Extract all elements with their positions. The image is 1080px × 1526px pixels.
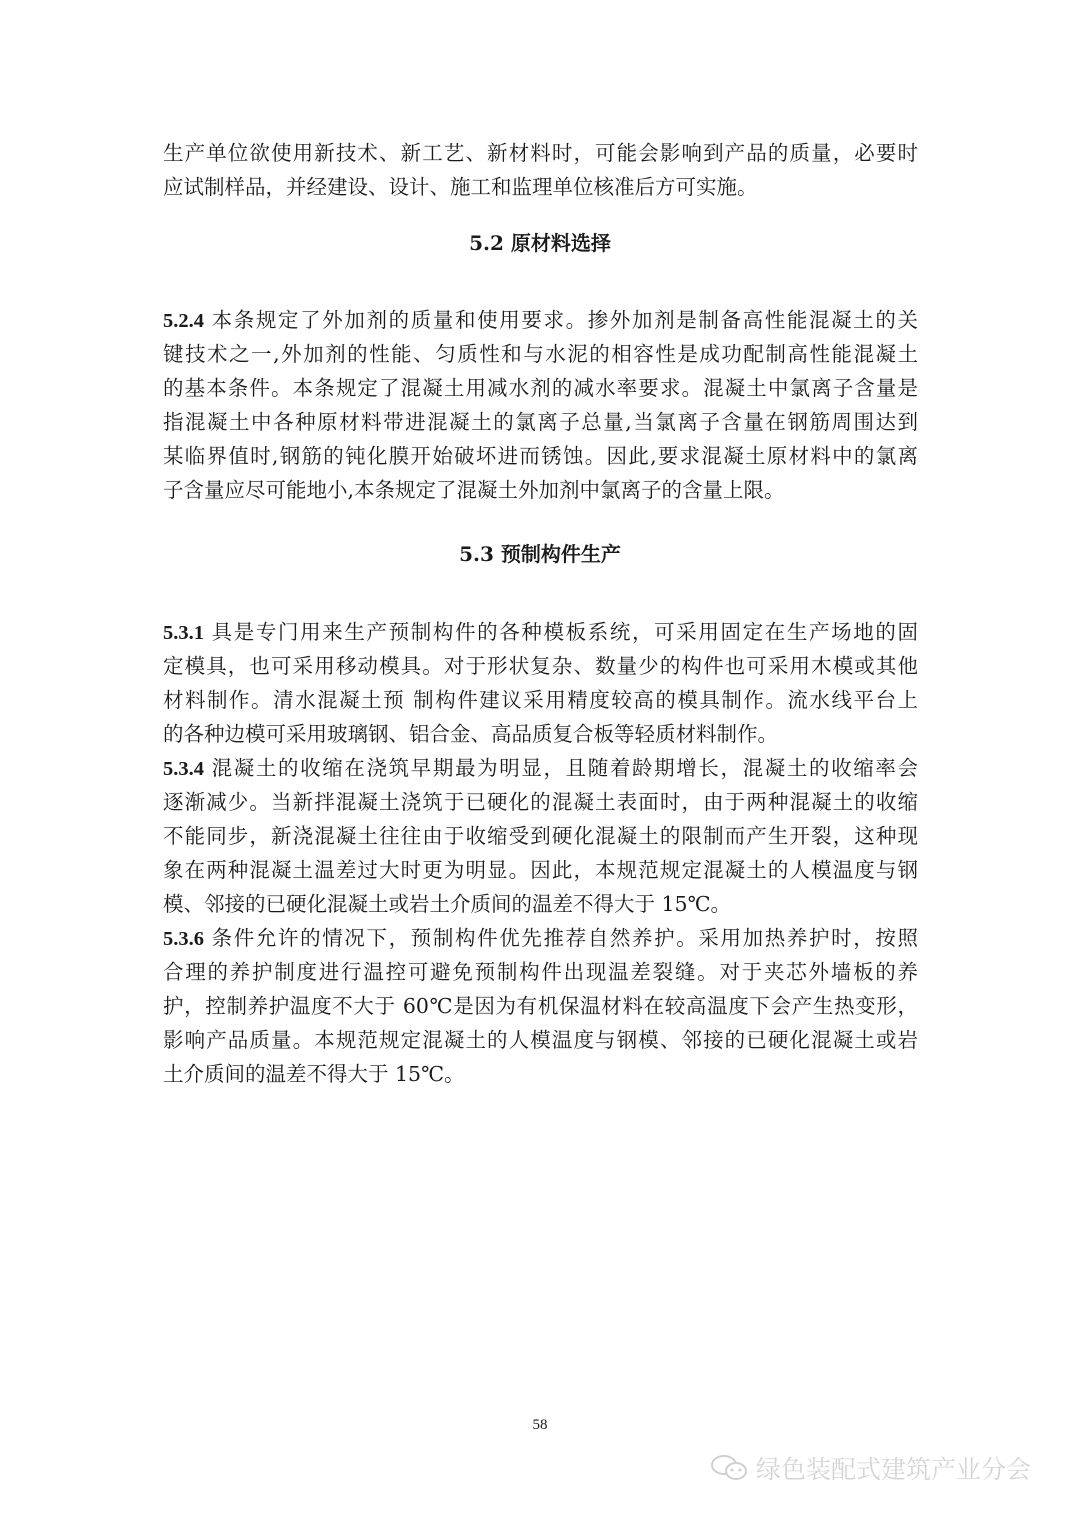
line-text: 土介质间的温差不得大于 15℃。	[163, 1062, 465, 1086]
watermark	[710, 1450, 1031, 1486]
clause-number: 5.2.4	[163, 310, 204, 332]
line-text: 的基本条件。本条规定了混凝土用减水剂的减水率要求。混凝土中氯离子含量是	[163, 376, 918, 400]
clause-number: 5.3.1	[163, 622, 204, 644]
line-text: 不能同步，新浇混凝土往往由于收缩受到硬化混凝土的限制而产生开裂，这种现	[163, 824, 918, 848]
text-line	[163, 473, 918, 507]
line-text: 应试制样品，并经建设、设计、施工和监理单位核准后方可实施。	[163, 175, 758, 199]
text-line	[163, 819, 918, 853]
text-line	[163, 615, 918, 649]
paragraph-5-3-4	[163, 751, 918, 921]
text-line	[163, 683, 918, 717]
line-text: 的各种边模可采用玻璃钢、铝合金、高品质复合板等轻质材料制作。	[163, 722, 778, 746]
clause-number: 5.3.4	[163, 758, 204, 780]
page-number: 58	[532, 1417, 548, 1433]
text-line	[163, 887, 918, 921]
text-line	[163, 751, 918, 785]
line-text: 条件允许的情况下，预制构件优先推荐自然养护。采用加热养护时，按照	[210, 926, 918, 950]
text-line	[163, 136, 918, 170]
intro-paragraph	[163, 136, 918, 204]
line-text: 本条规定了外加剂的质量和使用要求。掺外加剂是制备高性能混凝土的关	[210, 308, 918, 332]
section-heading-5-3: 5.3 预制构件生产	[459, 542, 621, 566]
line-text: 材料制作。清水混凝土预 制构件建议采用精度较高的模具制作。流水线平台上	[163, 688, 918, 712]
text-line	[163, 717, 918, 751]
text-line	[163, 649, 918, 683]
paragraph-5-3-6	[163, 921, 918, 1091]
text-line	[163, 1023, 918, 1057]
line-text: 护，控制养护温度不大于 60℃是因为有机保温材料在较高温度下会产生热变形，	[163, 994, 918, 1018]
text-line	[163, 1057, 918, 1091]
wechat-icon	[710, 1453, 750, 1483]
text-line	[163, 955, 918, 989]
line-text: 逐渐减少。当新拌混凝土浇筑于已硬化的混凝土表面时，由于两种混凝土的收缩	[163, 790, 918, 814]
line-text: 具是专门用来生产预制构件的各种模板系统，可采用固定在生产场地的固	[210, 620, 918, 644]
text-line	[163, 439, 918, 473]
line-text: 生产单位欲使用新技术、新工艺、新材料时，可能会影响到产品的质量，必要时	[163, 141, 918, 165]
section-heading-5-2: 5.2 原材料选择	[469, 231, 611, 255]
line-text: 模、邻接的已硬化混凝土或岩土介质间的温差不得大于 15℃。	[163, 892, 732, 916]
text-line	[163, 921, 918, 955]
line-text: 混凝土的收缩在浇筑早期最为明显，且随着龄期增长，混凝土的收缩率会	[210, 756, 918, 780]
paragraph-5-2-4	[163, 303, 918, 507]
text-line	[163, 303, 918, 337]
line-text: 象在两种混凝土温差过大时更为明显。因此，本规范规定混凝土的人模温度与钢	[163, 858, 918, 882]
line-text: 合理的养护制度进行温控可避免预制构件出现温差裂缝。对于夹芯外墙板的养	[163, 960, 918, 984]
text-line	[163, 405, 918, 439]
watermark-text: 绿色装配式建筑产业分会	[756, 1455, 1032, 1484]
text-line	[163, 337, 918, 371]
line-text: 子含量应尽可能地小,本条规定了混凝土外加剂中氯离子的含量上限。	[163, 478, 785, 502]
line-text: 键技术之一,外加剂的性能、匀质性和与水泥的相容性是成功配制高性能混凝土	[163, 342, 918, 366]
text-line	[163, 853, 918, 887]
text-line	[163, 170, 918, 204]
paragraph-5-3-1	[163, 615, 918, 751]
text-line	[163, 371, 918, 405]
line-text: 指混凝土中各种原材料带进混凝土的氯离子总量,当氯离子含量在钢筋周围达到	[163, 410, 918, 434]
text-line	[163, 989, 918, 1023]
clause-number: 5.3.6	[163, 928, 204, 950]
line-text: 影响产品质量。本规范规定混凝土的人模温度与钢模、邻接的已硬化混凝土或岩	[163, 1028, 918, 1052]
line-text: 定模具，也可采用移动模具。对于形状复杂、数量少的构件也可采用木模或其他	[163, 654, 918, 678]
line-text: 某临界值时,钢筋的钝化膜开始破坏进而锈蚀。因此,要求混凝土原材料中的氯离	[163, 444, 918, 468]
text-line	[163, 785, 918, 819]
